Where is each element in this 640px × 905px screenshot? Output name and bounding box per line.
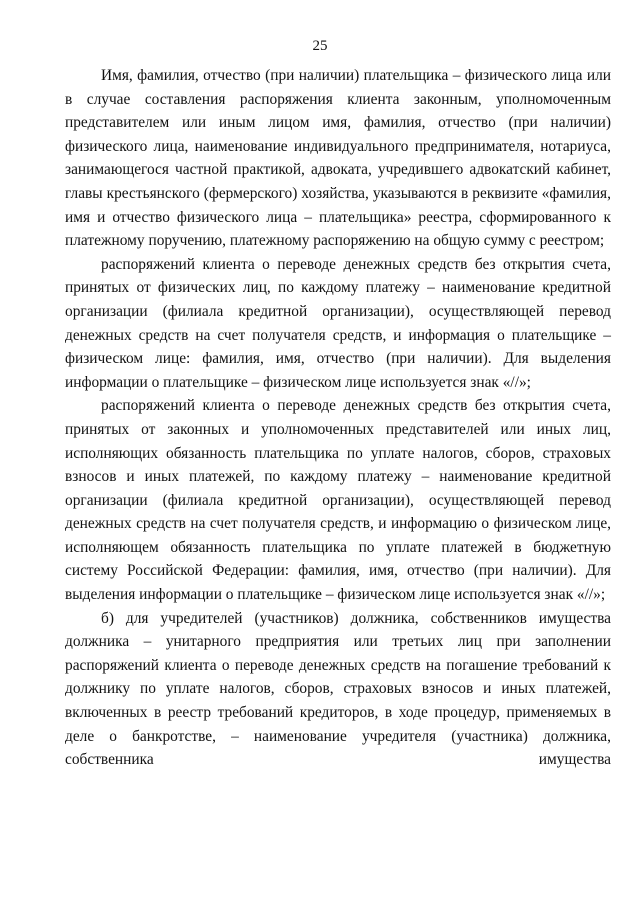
paragraph-representatives-transfers: распоряжений клиента о переводе денежных средств без открытия счета, принятых от законных и уполномоченных представителей или иных лиц, исполняющих обязанность плательщика по уплате налогов, сборов, страховых взносов и иных платежей, по каждому платежу – наименование кредитной организации (филиала кредитной организации), осуществляющей перевод денежных средств на счет получателя средств, и информацию о физическом лице, исполняющем обязанность плательщика по уплате платежей в бюджетную систему Российской Федерации: фамилия, имя, отчество (при наличии). Для выделения информации о плательщике – физическом лице используется знак «//»;	[65, 397, 611, 604]
paragraph-payer-name: Имя, фамилия, отчество (при наличии) плательщика – физического лица или в случае составления распоряжения клиента законным, уполномоченным представителем или иным лицом имя, фамилия, отчество (при наличии) физического лица, наименование индивидуального предпринимателя, нотариуса, занимающегося частной практикой, адвоката, учредившего адвокатский кабинет, главы крестьянского (фермерского) хозяйства, указываются в реквизите «фамилия, имя и отчество физического лица – плательщика» реестра, сформированного к платежному поручению, платежному распоряжению на общую сумму с реестром;	[65, 67, 611, 250]
document-body	[65, 64, 611, 772]
paragraph-individuals-transfers: распоряжений клиента о переводе денежных средств без открытия счета, принятых от физических лиц, по каждому платежу – наименование кредитной организации (филиала кредитной организации), осуществляющей перевод денежных средств на счет получателя средств, и информация о плательщике – физическом лице: фамилия, имя, отчество (при наличии). Для выделения информации о плательщике – физическом лице используется знак «//»;	[65, 255, 611, 391]
paragraph-founders-bankruptcy: б) для учредителей (участников) должника, собственников имущества должника – унитарного предприятия или третьих лиц при заполнении распоряжений клиента о переводе денежных средств на погашение требований к должнику по уплате налогов, сборов, страховых взносов и иных платежей, включенных в реестр требований кредиторов, в ходе процедур, применяемых в деле о банкротстве, – наименование учредителя (участника) должника, собственника имущества	[65, 609, 611, 769]
page-number: 25	[312, 38, 328, 54]
